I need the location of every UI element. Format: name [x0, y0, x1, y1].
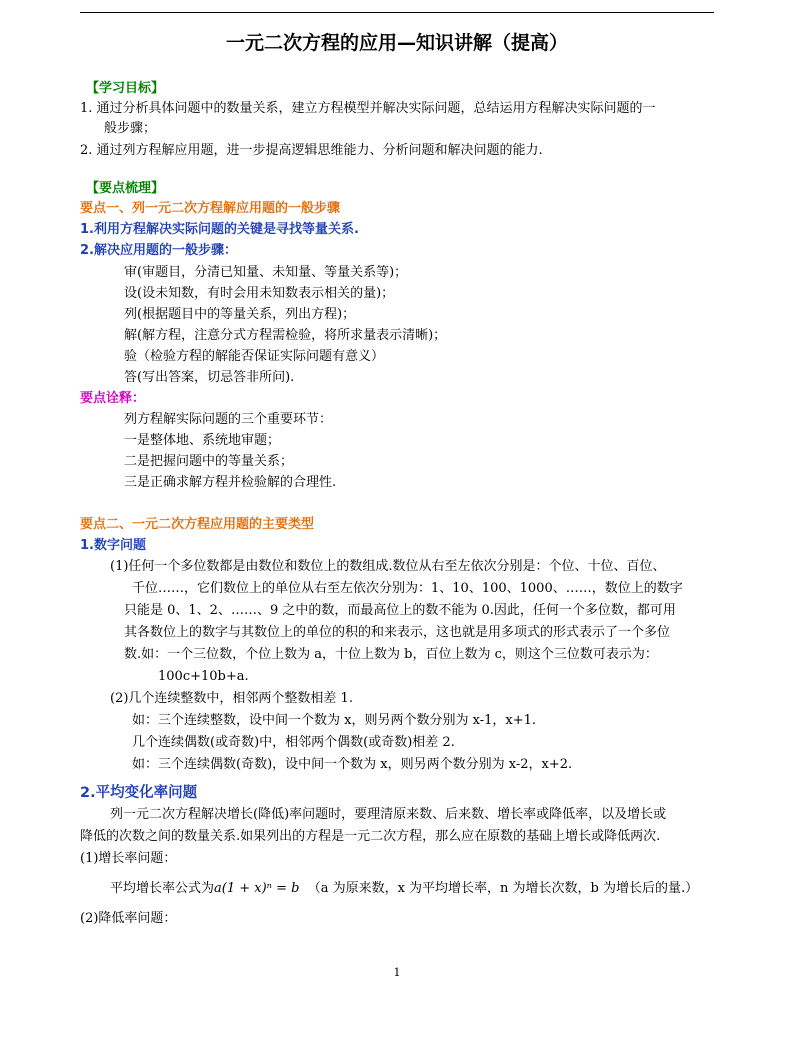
number-line-7: (2)几个连续整数中，相邻两个整数相差 1. [110, 691, 353, 706]
number-line-3: 只能是 0、1、2、……、9 之中的数，而最高位上的数不能为 0.因此，任何一个多位数，都可用 [124, 603, 676, 618]
step-solve: 解(解方程，注意分式方程需检验，将所求量表示清晰)； [124, 328, 447, 343]
note-title: 要点诠释： [80, 391, 146, 406]
step-review: 审(审题目，分清已知量、未知量、等量关系等)； [124, 265, 408, 280]
point-1-sub-2: 2.解决应用题的一般步骤： [80, 243, 237, 258]
point-2-title: 要点二、一元二次方程应用题的主要类型 [80, 517, 315, 532]
formula-prefix: 平均增长率公式为 [110, 881, 215, 896]
number-line-4: 其各数位上的数字与其数位上的单位的积的和来表示，这也就是用多项式的形式表示了一个多位 [124, 625, 671, 640]
note-line-3: 二是把握问题中的等量关系； [124, 454, 294, 469]
number-line-2: 千位……，它们数位上的单位从右至左依次分别为：1、10、100、1000、……，数位上的数字 [132, 581, 683, 596]
point-2-sub-1: 1.数字问题 [80, 538, 146, 553]
formula-line [110, 880, 698, 898]
goals-heading: 【学习目标】 [86, 81, 165, 96]
number-line-5: 数.如：一个三位数，个位上数为 a，十位上数为 b，百位上数为 c，则这个三位数可表示为： [124, 647, 658, 662]
number-line-6: 100c+10b+a. [158, 669, 249, 684]
goal-item-2: 2. 通过列方程解应用题，进一步提高逻辑思维能力、分析问题和解决问题的能力. [80, 143, 543, 158]
page-title: 一元二次方程的应用—知识讲解（提高） [225, 32, 568, 54]
step-set: 设(设未知数，有时会用未知数表示相关的量)； [124, 286, 395, 301]
point-1-sub-1: 1.利用方程解决实际问题的关键是寻找等量关系. [80, 222, 359, 237]
formula-suffix: （a 为原来数，x 为平均增长率，n 为增长次数，b 为增长后的量.） [307, 881, 699, 896]
page-number: 1 [393, 966, 401, 979]
step-list: 列(根据题目中的等量关系，列出方程)； [124, 307, 356, 322]
decrease-line: (2)降低率问题： [80, 911, 177, 926]
note-line-4: 三是正确求解方程并检验解的合理性. [124, 475, 337, 490]
number-line-9: 几个连续偶数(或奇数)中，相邻两个偶数(或奇数)相差 2. [132, 735, 455, 750]
step-answer: 答(写出答案，切忌答非所问). [124, 370, 295, 385]
number-line-10: 如：三个连续偶数(奇数)，设中间一个数为 x，则另两个数分别为 x-2，x+2. [132, 757, 573, 772]
step-check: 验（检验方程的解能否保证实际问题有意义） [124, 349, 385, 364]
rate-line-3: (1)增长率问题： [80, 851, 177, 866]
number-line-8: 如：三个连续整数，设中间一个数为 x，则另两个数分别为 x-1，x+1. [132, 713, 536, 728]
goal-item-1-cont: 般步骤； [104, 121, 157, 136]
points-heading: 【要点梳理】 [86, 181, 165, 196]
rate-line-2: 降低的次数之间的数量关系.如果列出的方程是一元二次方程，那么应在原数的基础上增长或降低两次. [80, 829, 661, 844]
number-line-1: (1)任何一个多位数都是由数位和数位上的数组成.数位从右至左依次分别是：个位、十位、百位、 [110, 559, 666, 574]
point-2-sub-2: 2.平均变化率问题 [80, 785, 198, 801]
header-rule [80, 12, 714, 13]
note-line-2: 一是整体地、系统地审题； [124, 433, 281, 448]
growth-formula: a(1 + x)ⁿ = b [214, 881, 300, 896]
point-1-title: 要点一、列一元二次方程解应用题的一般步骤 [80, 201, 341, 216]
note-line-1: 列方程解实际问题的三个重要环节： [124, 412, 333, 427]
goal-item-1: 1. 通过分析具体问题中的数量关系，建立方程模型并解决实际问题，总结运用方程解决实际问题的一 [80, 101, 656, 116]
rate-line-1: 列一元二次方程解决增长(降低)率问题时，要理清原来数、后来数、增长率或降低率，以及增长或 [110, 807, 667, 822]
